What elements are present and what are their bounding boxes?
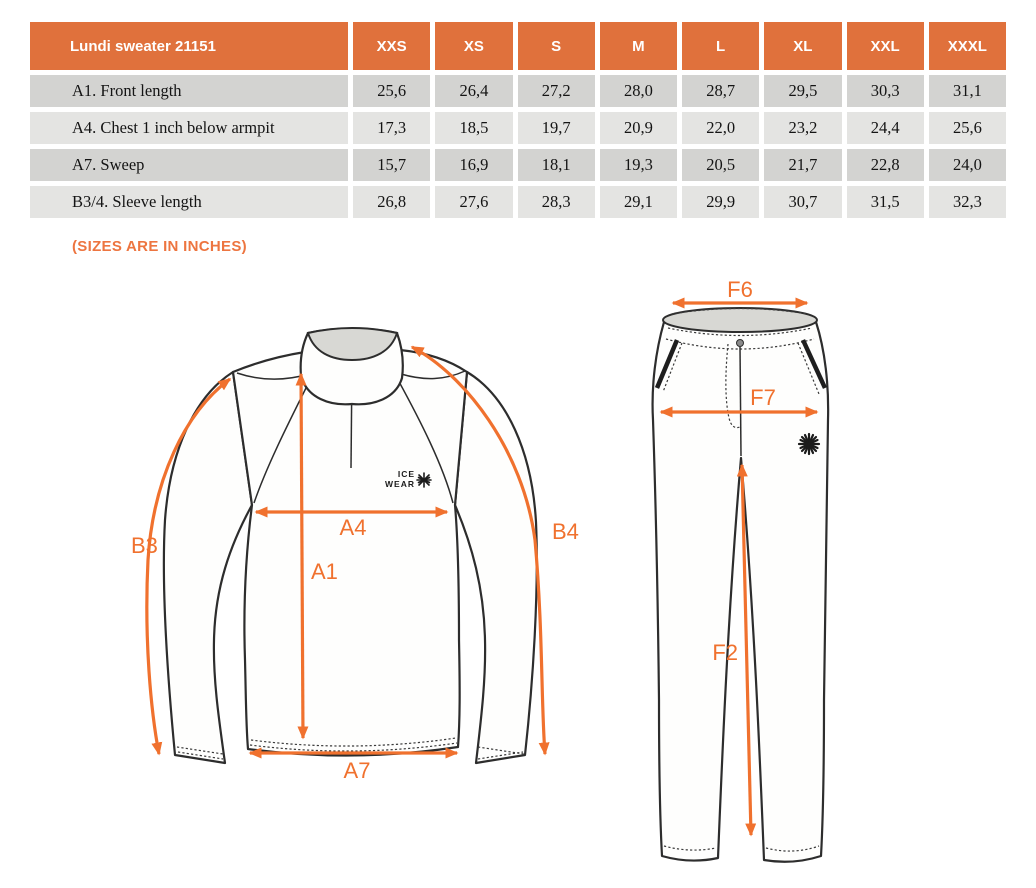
measurement-value: 21,7 — [764, 149, 841, 181]
units-note: (SIZES ARE IN INCHES) — [72, 238, 247, 255]
size-header-s: S — [518, 22, 595, 70]
size-header-xl: XL — [764, 22, 841, 70]
size-header-m: M — [600, 22, 677, 70]
label-a7: A7 — [343, 758, 371, 783]
size-header-xxs: XXS — [353, 22, 430, 70]
measurement-value: 15,7 — [353, 149, 430, 181]
table-row — [30, 112, 1006, 144]
measurement-value: 31,1 — [929, 75, 1006, 107]
measurement-label: A4. Chest 1 inch below armpit — [30, 112, 348, 144]
measurement-value: 18,5 — [435, 112, 512, 144]
measurement-value: 27,6 — [435, 186, 512, 218]
label-f2: F2 — [712, 640, 738, 665]
logo-text-ice: ICE — [397, 469, 415, 479]
waist-button — [737, 340, 744, 347]
measurement-value: 29,1 — [600, 186, 677, 218]
measurement-value: 22,0 — [682, 112, 759, 144]
size-header-xxl: XXL — [847, 22, 924, 70]
size-header-l: L — [682, 22, 759, 70]
label-f7: F7 — [750, 385, 776, 410]
sweater-measurement-diagram — [115, 300, 615, 800]
measurement-value: 24,0 — [929, 149, 1006, 181]
measurement-value: 20,5 — [682, 149, 759, 181]
sweater-drawing — [164, 328, 537, 763]
logo-text-wear: WEAR — [385, 479, 415, 489]
measurement-value: 26,8 — [353, 186, 430, 218]
measurement-value: 23,2 — [764, 112, 841, 144]
size-header-xs: XS — [435, 22, 512, 70]
measurement-value: 31,5 — [847, 186, 924, 218]
pants-measurement-diagram — [616, 280, 1036, 880]
measurement-label: B3/4. Sleeve length — [30, 186, 348, 218]
measurement-value: 19,3 — [600, 149, 677, 181]
pants-drawing — [653, 308, 829, 862]
measurement-value: 28,7 — [682, 75, 759, 107]
size-header-xxxl: XXXL — [929, 22, 1006, 70]
measurement-value: 28,3 — [518, 186, 595, 218]
table-row — [30, 149, 1006, 181]
label-b3: B3 — [131, 533, 158, 558]
measurement-value: 29,5 — [764, 75, 841, 107]
snowflake-icon — [417, 473, 431, 487]
measurement-value: 25,6 — [353, 75, 430, 107]
snowflake-icon — [799, 434, 819, 454]
measurement-value: 25,6 — [929, 112, 1006, 144]
measurement-value: 19,7 — [518, 112, 595, 144]
label-f6: F6 — [727, 280, 753, 302]
measurement-value: 16,9 — [435, 149, 512, 181]
size-chart-table — [25, 17, 1011, 223]
measurement-value: 29,9 — [682, 186, 759, 218]
label-b4: B4 — [552, 519, 579, 544]
measurement-value: 18,1 — [518, 149, 595, 181]
measurement-value: 24,4 — [847, 112, 924, 144]
measurement-value: 26,4 — [435, 75, 512, 107]
measurement-value: 30,3 — [847, 75, 924, 107]
table-row — [30, 75, 1006, 107]
measurement-value: 22,8 — [847, 149, 924, 181]
table-header-row — [30, 22, 1006, 70]
measurement-label: A1. Front length — [30, 75, 348, 107]
measurement-value: 30,7 — [764, 186, 841, 218]
measurement-value: 17,3 — [353, 112, 430, 144]
measurement-value: 28,0 — [600, 75, 677, 107]
product-title: Lundi sweater 21151 — [30, 22, 348, 70]
arrow-a1 — [301, 374, 303, 738]
measurement-value: 27,2 — [518, 75, 595, 107]
measurement-value: 32,3 — [929, 186, 1006, 218]
label-a4: A4 — [339, 515, 367, 540]
measurement-value: 20,9 — [600, 112, 677, 144]
measurement-label: A7. Sweep — [30, 149, 348, 181]
label-a1: A1 — [311, 559, 338, 584]
table-row — [30, 186, 1006, 218]
